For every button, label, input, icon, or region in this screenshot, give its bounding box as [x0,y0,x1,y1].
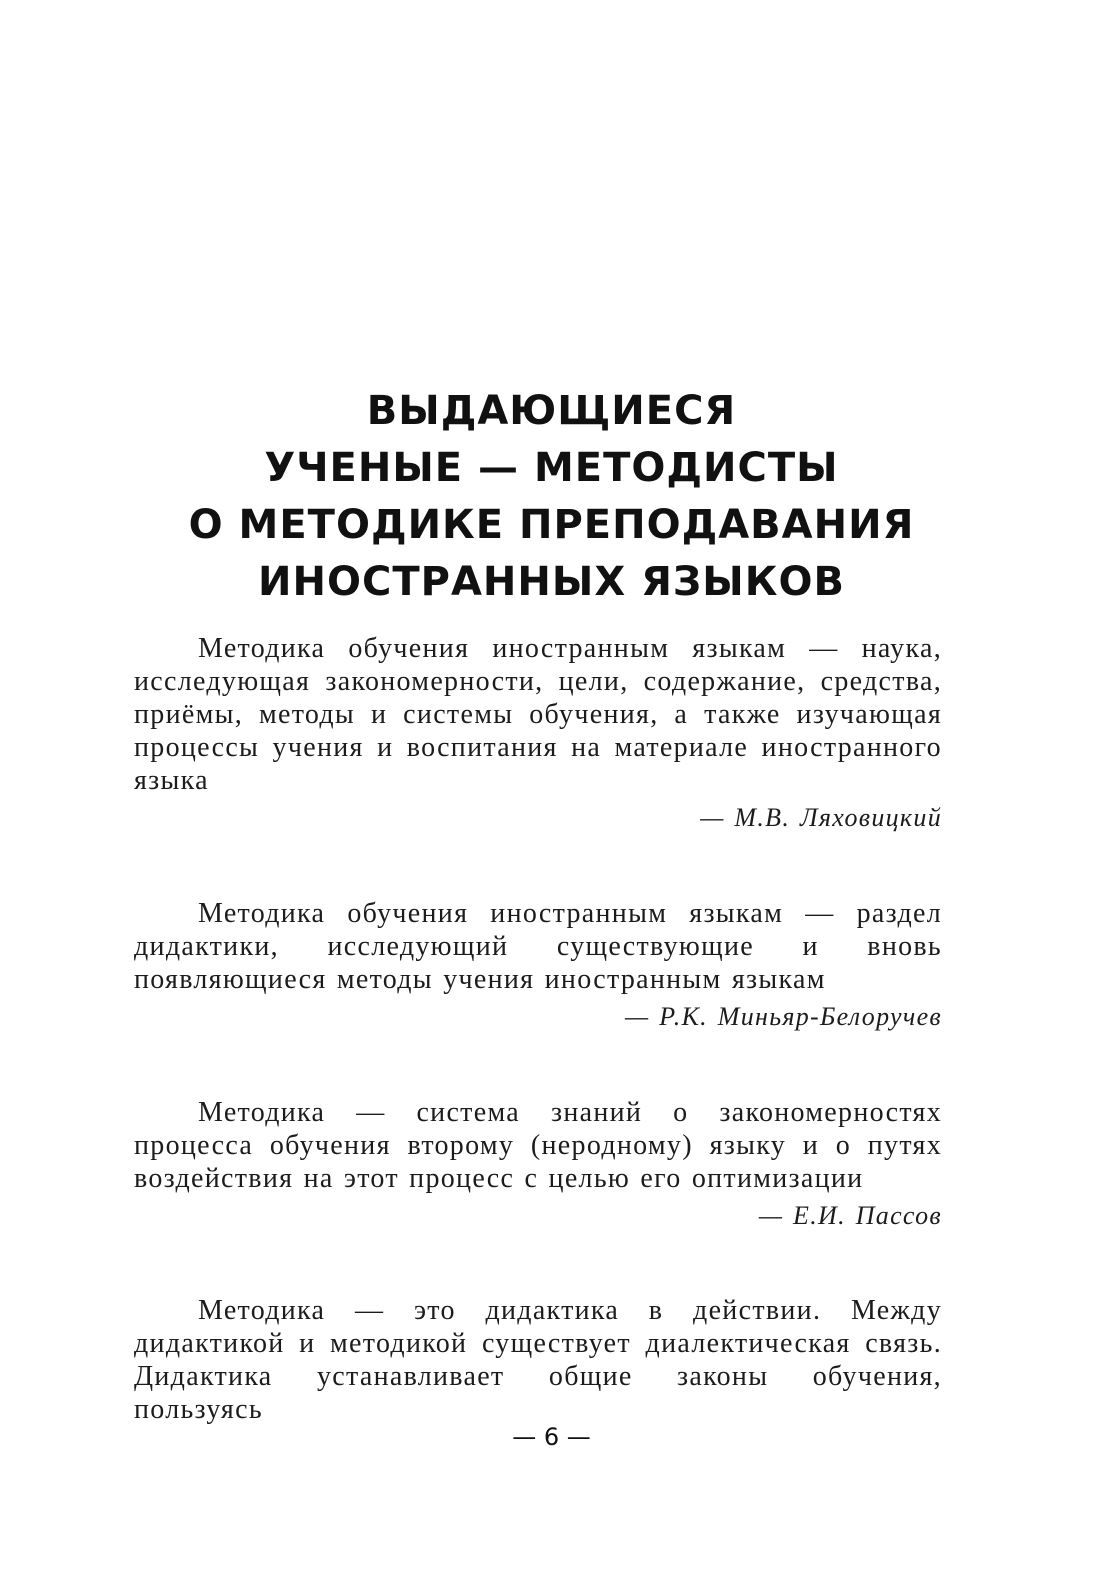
page-number: — 6 — [512,1423,591,1451]
quote-text: Методика — система знаний о закономерностях процесса обучения второму (неродному) языку и о путях воздействия на этот процесс с целью его оптимизации [134,1097,942,1194]
quote-text: Методика — это дидактика в действии. Между дидактикой и методикой существует диалектическая связь. Дидактика устанавливает общие законы обучения, пользуясь [134,1295,942,1425]
quote-author: — Е.И. Пассов [758,1201,942,1230]
title-line-2: УЧЕНЫЕ — МЕТОДИСТЫ [264,445,839,491]
chapter-title [0,383,1103,611]
quote-text: Методика обучения иностранным языкам — наука, исследующая закономерности, цели, содержание, средства, приёмы, методы и системы обучения, а также изучающая процессы учения и воспитания на материале иностранного языка [134,633,942,796]
title-line-4: ИНОСТРАННЫХ ЯЗЫКОВ [258,559,845,605]
quote-author: — Р.К. Миньяр-Белоручев [624,1002,942,1031]
quote-text: Методика обучения иностранным языкам — раздел дидактики, исследующий существующие и вновь появляющиеся методы учения иностранным языкам [134,898,942,995]
quote-author: — М.В. Ляховицкий [700,803,942,832]
quote-block-passov [134,1096,942,1232]
title-line-3: О МЕТОДИКЕ ПРЕПОДАВАНИЯ [188,502,915,548]
quote-block-lyakhovitsky [134,632,942,834]
quote-block-didactics [134,1294,942,1426]
quote-block-minyar-beloruchev [134,897,942,1033]
title-line-1: ВЫДАЮЩИЕСЯ [366,388,737,434]
